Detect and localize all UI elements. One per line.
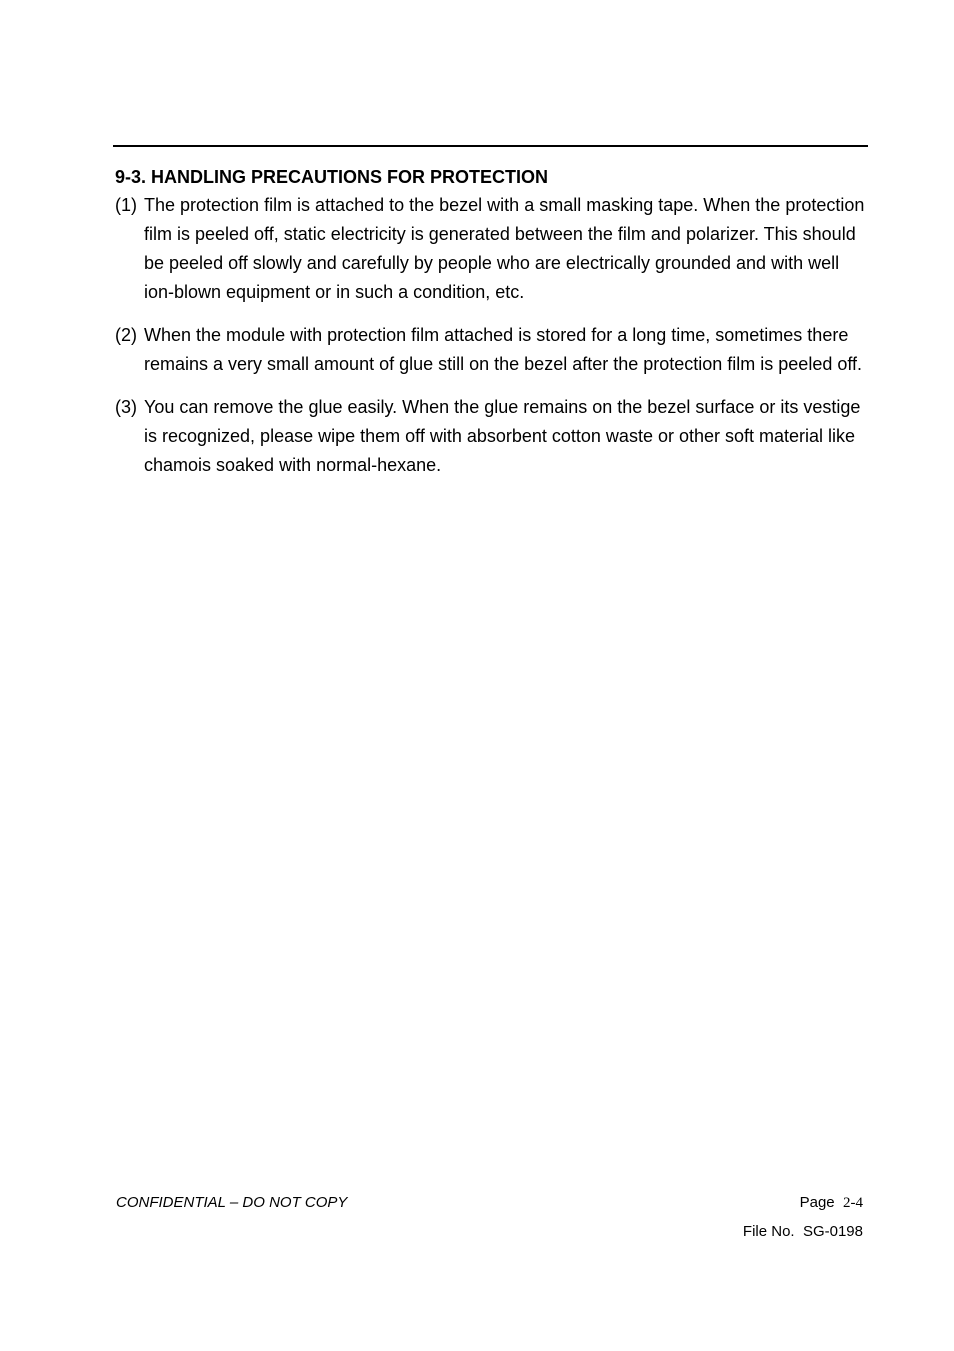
confidential-notice: CONFIDENTIAL – DO NOT COPY bbox=[116, 1194, 348, 1211]
item-number: (1) bbox=[115, 195, 137, 215]
page-number-value: 2-4 bbox=[843, 1195, 863, 1211]
item-number: (3) bbox=[115, 397, 137, 417]
item-text: You can remove the glue easily. When the glue remains on the bezel surface or its vestige is recognized, please wipe them off with absorbent cotton waste or other soft material like chamois soaked with normal-hexane. bbox=[144, 397, 861, 475]
file-number-value: SG-0198 bbox=[802, 1223, 863, 1240]
file-number bbox=[743, 1223, 863, 1241]
page-label: Page bbox=[799, 1194, 835, 1211]
page-number bbox=[800, 1194, 863, 1212]
section-heading: 9-3. HANDLING PRECAUTIONS FOR PROTECTION bbox=[115, 167, 549, 187]
file-label: File No. bbox=[742, 1223, 795, 1240]
precaution-item-3 bbox=[115, 393, 873, 480]
item-text: The protection film is attached to the bezel with a small masking tape. When the protection film is peeled off, static electricity is generated between the film and polarizer. This should be peeled off slowly and carefully by people who are electrically grounded and with well ion-blown equipment or in such a condition, etc. bbox=[144, 195, 865, 302]
precaution-item-1 bbox=[115, 191, 873, 307]
item-number: (2) bbox=[115, 325, 137, 345]
document-body bbox=[115, 164, 873, 494]
item-text: When the module with protection film attached is stored for a long time, sometimes there remains a very small amount of glue still on the bezel after the protection film is peeled off. bbox=[144, 325, 863, 374]
header-rule bbox=[113, 145, 868, 147]
precaution-item-2 bbox=[115, 321, 873, 379]
